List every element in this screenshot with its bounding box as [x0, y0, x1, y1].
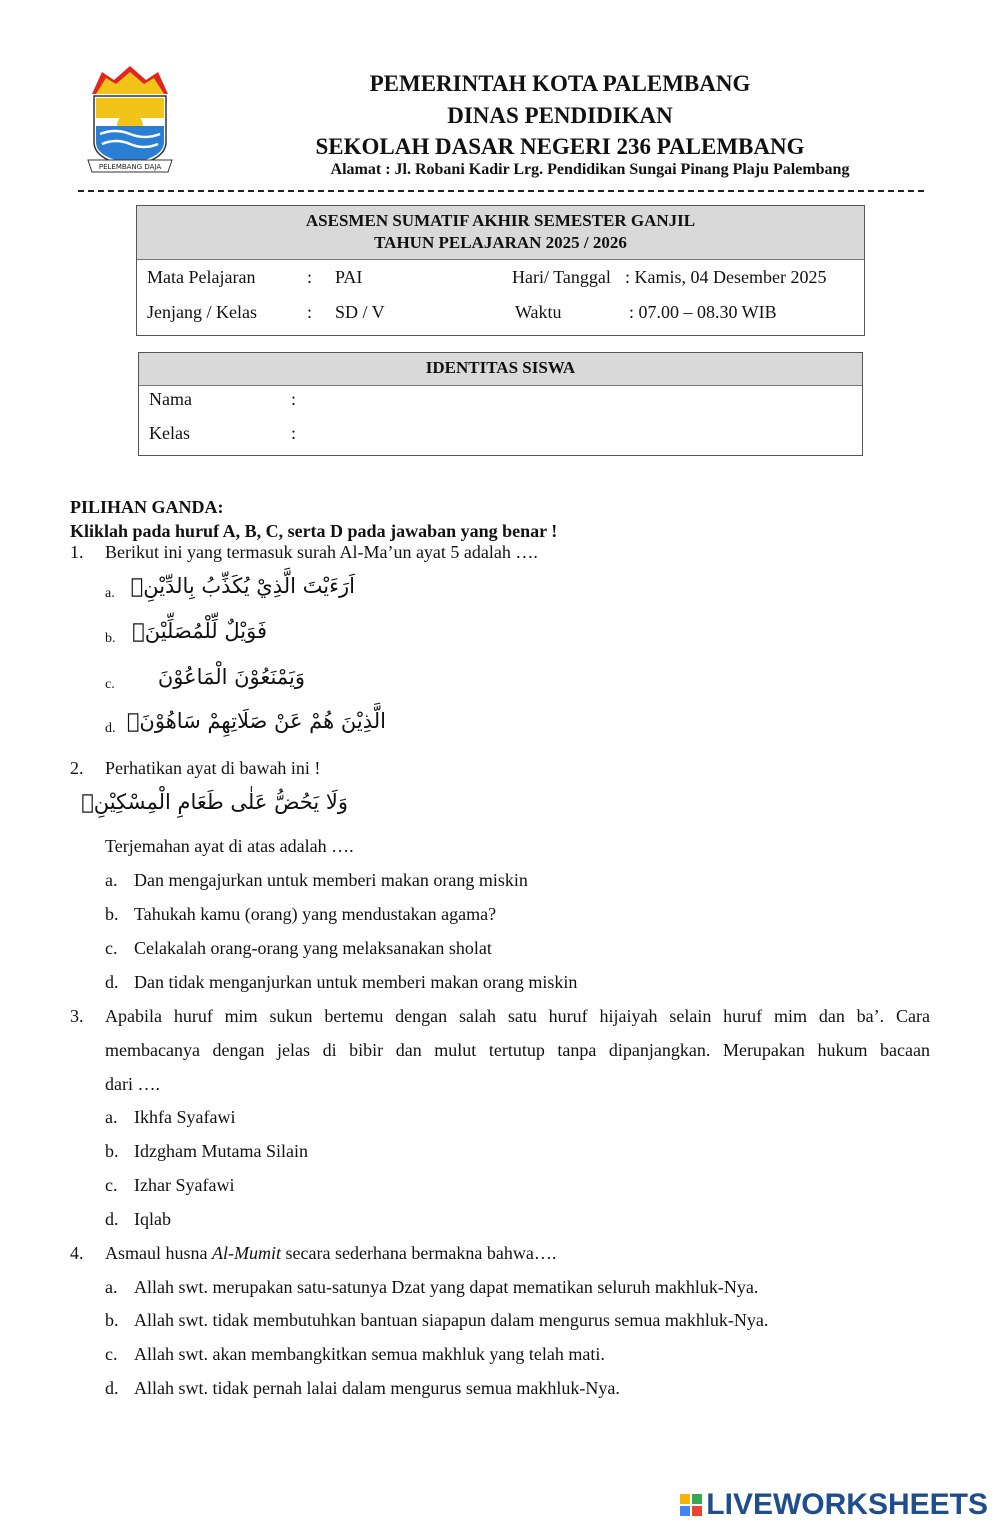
- q2-option-d-letter[interactable]: d.: [105, 972, 119, 992]
- student-identity-box: [138, 352, 863, 456]
- q1-number: 1.: [70, 542, 84, 562]
- q2-option-a-letter[interactable]: a.: [105, 870, 118, 890]
- liveworksheets-text: LIVEWORKSHEETS: [706, 1488, 988, 1521]
- q3-option-d-letter[interactable]: d.: [105, 1209, 119, 1229]
- q1-option-d[interactable]: الَّذِيْنَ هُمْ عَنْ صَلَاتِهِمْ سَاهُوْنَۙ: [126, 709, 386, 733]
- subject-label: Mata Pelajaran: [147, 267, 256, 287]
- q1-option-d-letter[interactable]: d.: [105, 721, 116, 736]
- q2-option-d[interactable]: Dan tidak menganjurkan untuk memberi makan orang miskin: [134, 972, 578, 992]
- q4-number: 4.: [70, 1243, 84, 1263]
- q1-option-b[interactable]: فَوَيْلٌ لِّلْمُصَلِّيْنَۙ: [132, 619, 267, 643]
- section-title: PILIHAN GANDA:: [70, 497, 224, 517]
- q2-number: 2.: [70, 758, 84, 778]
- grade-label: Jenjang / Kelas: [147, 302, 257, 322]
- q4-text: [105, 1243, 556, 1264]
- q3-option-a-letter[interactable]: a.: [105, 1107, 118, 1127]
- header-government: PEMERINTAH KOTA PALEMBANG: [369, 71, 751, 96]
- q3-option-d[interactable]: Iqlab: [134, 1209, 171, 1229]
- q2-option-c-letter[interactable]: c.: [105, 938, 118, 958]
- time-label: Waktu: [515, 302, 562, 322]
- q1-option-c[interactable]: وَيَمْنَعُوْنَ الْمَاعُوْنَ: [157, 665, 305, 689]
- q3-option-b-letter[interactable]: b.: [105, 1141, 119, 1161]
- class-label: Kelas: [149, 423, 190, 443]
- q1-option-c-letter[interactable]: c.: [105, 677, 115, 692]
- q2-text: Perhatikan ayat di bawah ini !: [105, 758, 321, 778]
- q3-option-c[interactable]: Izhar Syafawi: [134, 1175, 235, 1195]
- grade-colon: :: [307, 302, 313, 322]
- q3-option-b[interactable]: Idzgham Mutama Silain: [134, 1141, 308, 1161]
- q2-prompt: Terjemahan ayat di atas adalah ….: [105, 836, 354, 856]
- q4-option-a-letter[interactable]: a.: [105, 1277, 118, 1297]
- q2-option-a[interactable]: Dan mengajurkan untuk memberi makan orang miskin: [134, 870, 528, 890]
- subject-colon: :: [307, 267, 313, 287]
- q2-option-b[interactable]: Tahukah kamu (orang) yang mendustakan agama?: [134, 904, 497, 924]
- q4-text-before: Asmaul husna: [105, 1243, 212, 1263]
- q3-option-c-letter[interactable]: c.: [105, 1175, 118, 1195]
- palembang-city-logo: [82, 64, 178, 176]
- q1-option-b-letter[interactable]: b.: [105, 631, 116, 646]
- logo-ribbon-text: PELEMBANG DAJA: [98, 163, 162, 171]
- q1-text: Berikut ini yang termasuk surah Al-Ma’un ayat 5 adalah ….: [105, 542, 538, 562]
- name-label: Nama: [149, 389, 192, 409]
- class-colon: :: [291, 423, 297, 443]
- q4-option-c-letter[interactable]: c.: [105, 1344, 118, 1364]
- q3-number: 3.: [70, 1006, 84, 1026]
- header-address: Alamat : Jl. Robani Kadir Lrg. Pendidikan Sungai Pinang Plaju Palembang: [330, 161, 850, 178]
- q2-option-c[interactable]: Celakalah orang-orang yang melaksanakan sholat: [134, 938, 492, 958]
- time-value: : 07.00 – 08.30 WIB: [629, 302, 777, 322]
- q4-option-d-letter[interactable]: d.: [105, 1378, 119, 1398]
- q4-option-c[interactable]: Allah swt. akan membangkitkan semua makhluk yang telah mati.: [134, 1344, 605, 1364]
- q3-option-a[interactable]: Ikhfa Syafawi: [134, 1107, 236, 1127]
- subject-value: PAI: [335, 267, 363, 287]
- q1-option-a-letter[interactable]: a.: [105, 586, 115, 601]
- q2-ayat: وَلَا يَحُضُّ عَلٰى طَعَامِ الْمِسْكِيْنِۗ: [81, 790, 348, 814]
- q4-option-d[interactable]: Allah swt. tidak pernah lalai dalam mengurus semua makhluk-Nya.: [134, 1378, 620, 1398]
- grade-value: SD / V: [335, 302, 385, 322]
- exam-title: ASESMEN SUMATIF AKHIR SEMESTER GANJIL: [305, 211, 696, 230]
- q4-term-italic: Al-Mumit: [212, 1243, 281, 1263]
- q4-option-b-letter[interactable]: b.: [105, 1310, 119, 1330]
- q3-text-line-3: dari ….: [105, 1074, 160, 1094]
- identity-title: IDENTITAS SISWA: [139, 353, 862, 386]
- header-school-name: SEKOLAH DASAR NEGERI 236 PALEMBANG: [315, 134, 805, 159]
- exam-title-header: [137, 206, 864, 260]
- exam-year: TAHUN PELAJARAN 2025 / 2026: [374, 233, 627, 252]
- q2-option-b-letter[interactable]: b.: [105, 904, 119, 924]
- q4-text-after: secara sederhana bermakna bahwa….: [281, 1243, 557, 1263]
- q1-option-a[interactable]: اَرَءَيْتَ الَّذِيْ يُكَذِّبُ بِالدِّيْنِۗ: [130, 574, 355, 598]
- name-colon: :: [291, 389, 297, 409]
- section-instruction: Kliklah pada huruf A, B, C, serta D pada jawaban yang benar !: [70, 521, 558, 541]
- q3-text-line-2: membacanya dengan jelas di bibir dan mulut tertutup tanpa dipanjangkan. Merupakan hukum bacaan: [105, 1040, 930, 1060]
- date-value: : Kamis, 04 Desember 2025: [625, 267, 827, 287]
- liveworksheets-icon: [680, 1494, 702, 1516]
- exam-info-box: [136, 205, 865, 336]
- header-department: DINAS PENDIDIKAN: [447, 103, 673, 128]
- header-divider: [78, 190, 924, 192]
- liveworksheets-brand[interactable]: [680, 1488, 988, 1522]
- q4-option-b[interactable]: Allah swt. tidak membutuhkan bantuan siapapun dalam mengurus semua makhluk-Nya.: [134, 1310, 769, 1330]
- date-label: Hari/ Tanggal: [512, 267, 611, 287]
- q4-option-a[interactable]: Allah swt. merupakan satu-satunya Dzat yang dapat mematikan seluruh makhluk-Nya.: [134, 1277, 759, 1297]
- q3-text-line-1: Apabila huruf mim sukun bertemu dengan salah satu huruf hijaiyah selain huruf mim dan ba’. Cara: [105, 1006, 930, 1026]
